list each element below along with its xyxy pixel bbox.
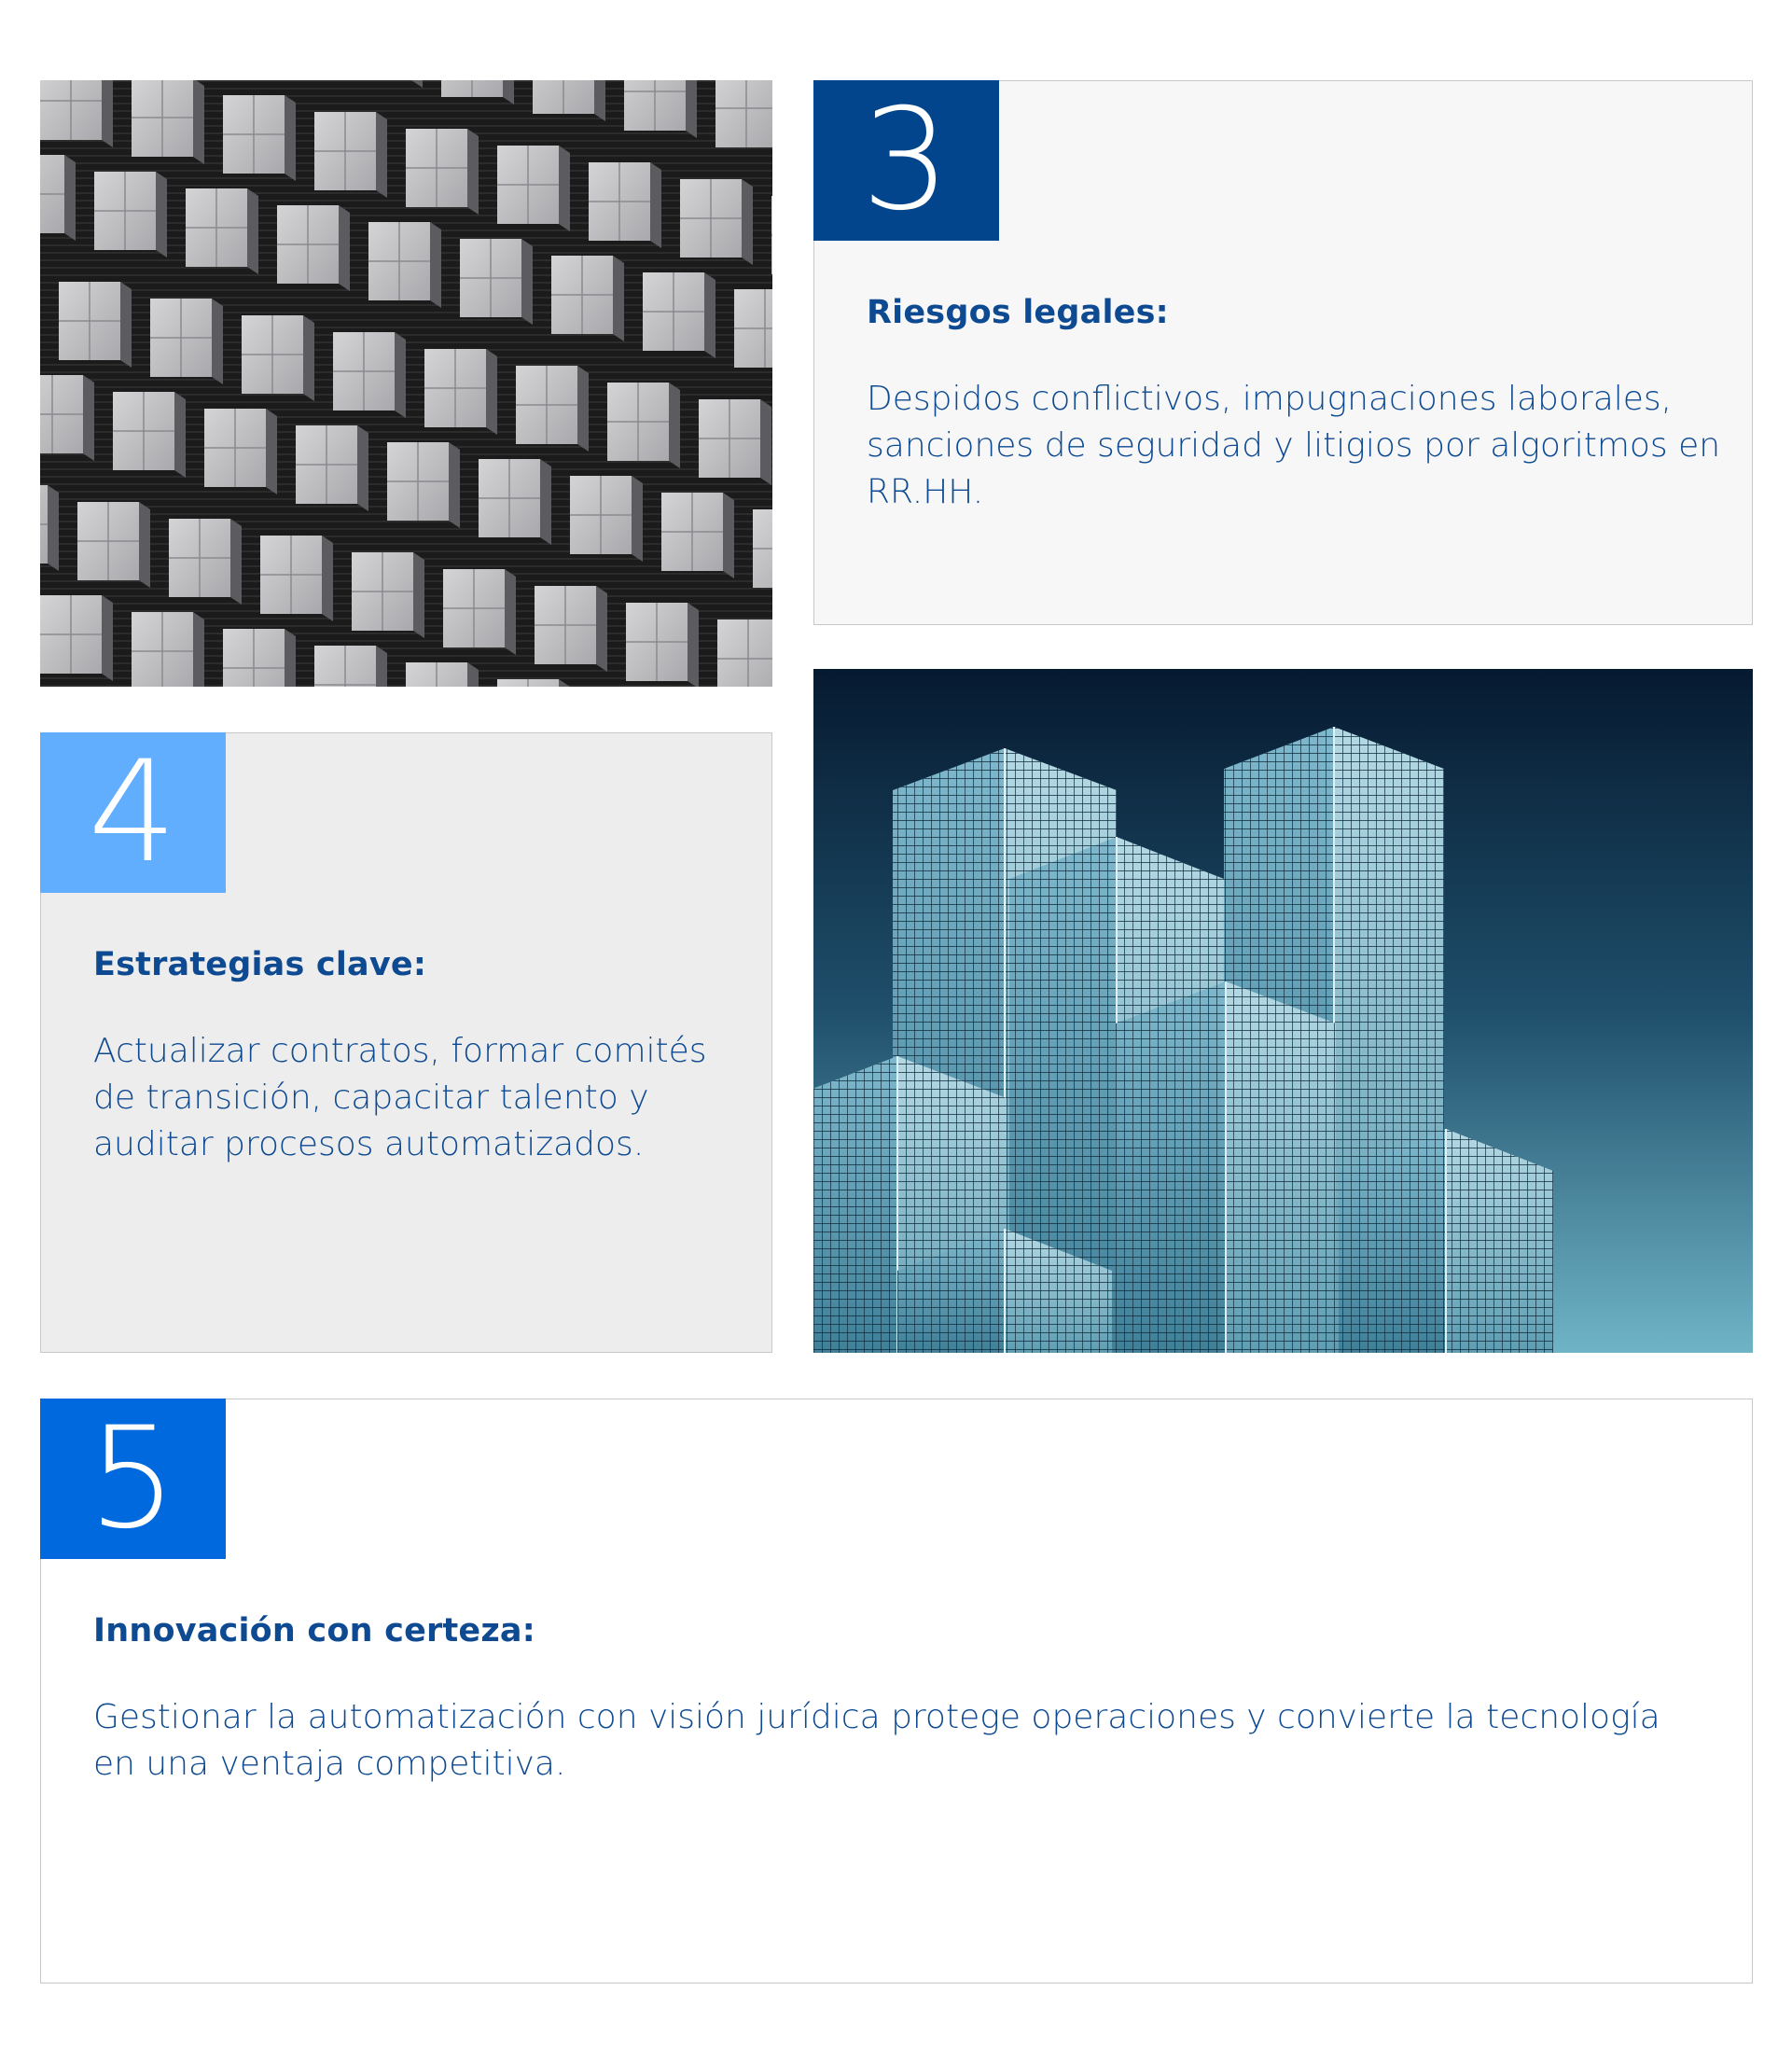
glass-towers-photo <box>813 669 1753 1353</box>
card-text: Actualizar contratos, formar comités de transición, capacitar talento y auditar procesos automatizados. <box>93 1032 707 1163</box>
building-facade-icon <box>40 80 772 687</box>
step-number-box <box>40 732 226 893</box>
step-number: 4 <box>88 731 177 894</box>
card-key-strategies <box>40 732 772 1353</box>
card-legal-risks <box>813 80 1753 625</box>
step-number-box <box>813 80 999 241</box>
card-text: Gestionar la automatización con visión jurídica protege operaciones y convierte la tecnología en una ventaja competitiva. <box>93 1698 1660 1783</box>
card-title: Riesgos legales: <box>867 294 1169 331</box>
card-title: Innovación con certeza: <box>93 1612 535 1649</box>
skyscrapers-icon <box>813 669 1753 1353</box>
step-number-box <box>40 1399 226 1559</box>
card-text: Despidos conflictivos, impugnaciones laborales, sanciones de seguridad y litigios por algoritmos en RR.HH. <box>867 380 1721 511</box>
card-innovation <box>40 1399 1753 1983</box>
step-number: 5 <box>88 1397 177 1560</box>
card-title: Estrategias clave: <box>93 946 427 983</box>
building-facade-photo <box>40 80 772 687</box>
step-number: 3 <box>861 78 951 242</box>
